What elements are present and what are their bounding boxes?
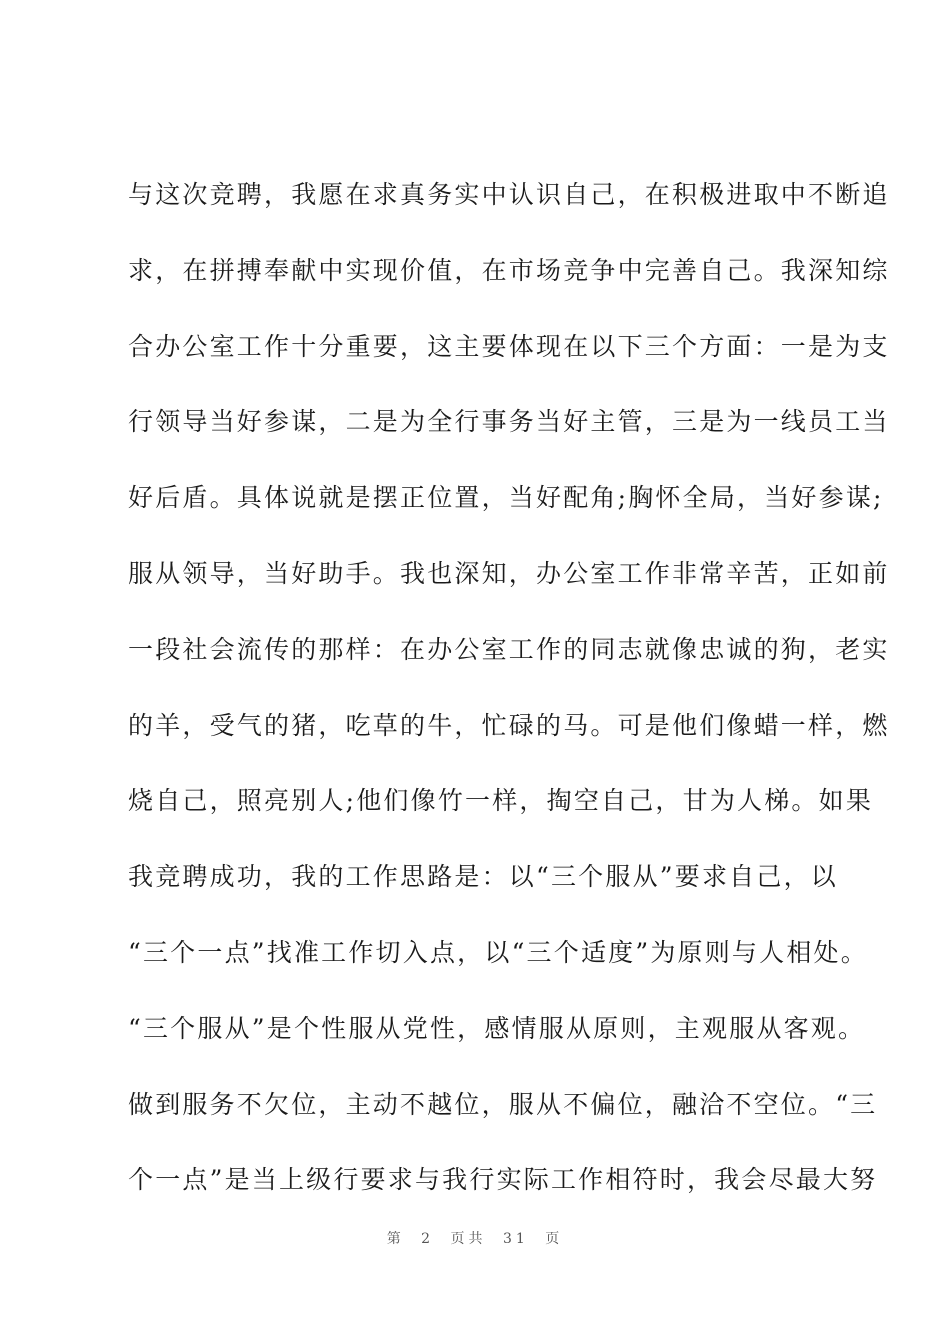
text-line: 行领导当好参谋，二是为全行事务当好主管，三是为一线员工当 (128, 407, 890, 437)
text-line: 合办公室工作十分重要，这主要体现在以下三个方面：一是为支 (128, 331, 890, 361)
text-line: 与这次竞聘，我愿在求真务实中认识自己，在积极进取中不断追 (128, 180, 890, 209)
text-line: 做到服务不欠位，主动不越位，服从不偏位，融洽不空位。“三 (128, 1089, 878, 1119)
text-line: 烧自己，照亮别人;他们像竹一样，掏空自己，甘为人梯。如果 (128, 786, 874, 816)
text-line: 服从领导，当好助手。我也深知，办公室工作非常辛苦，正如前 (128, 558, 890, 588)
body-text (128, 172, 890, 1233)
text-line: 个一点”是当上级行要求与我行实际工作相符时，我会尽最大努 (128, 1165, 878, 1195)
text-line: 的羊，受气的猪，吃草的牛，忙碌的马。可是他们像蜡一样，燃 (128, 710, 890, 740)
text-line: 一段社会流传的那样：在办公室工作的同志就像忠诚的狗，老实 (128, 634, 890, 664)
text-line: 好后盾。具体说就是摆正位置，当好配角;胸怀全局，当好参谋; (128, 483, 884, 513)
text-line: 求，在拼搏奉献中实现价值，在市场竞争中完善自己。我深知综 (128, 255, 890, 285)
text-line: 我竞聘成功，我的工作思路是：以“三个服从”要求自己，以 (128, 862, 838, 892)
text-line: “三个服从”是个性服从党性，感情服从原则，主观服从客观。 (128, 1013, 866, 1043)
page-footer: 第 2 页共 31 页 (386, 1231, 564, 1247)
text-line: “三个一点”找准工作切入点，以“三个适度”为原则与人相处。 (128, 937, 868, 967)
